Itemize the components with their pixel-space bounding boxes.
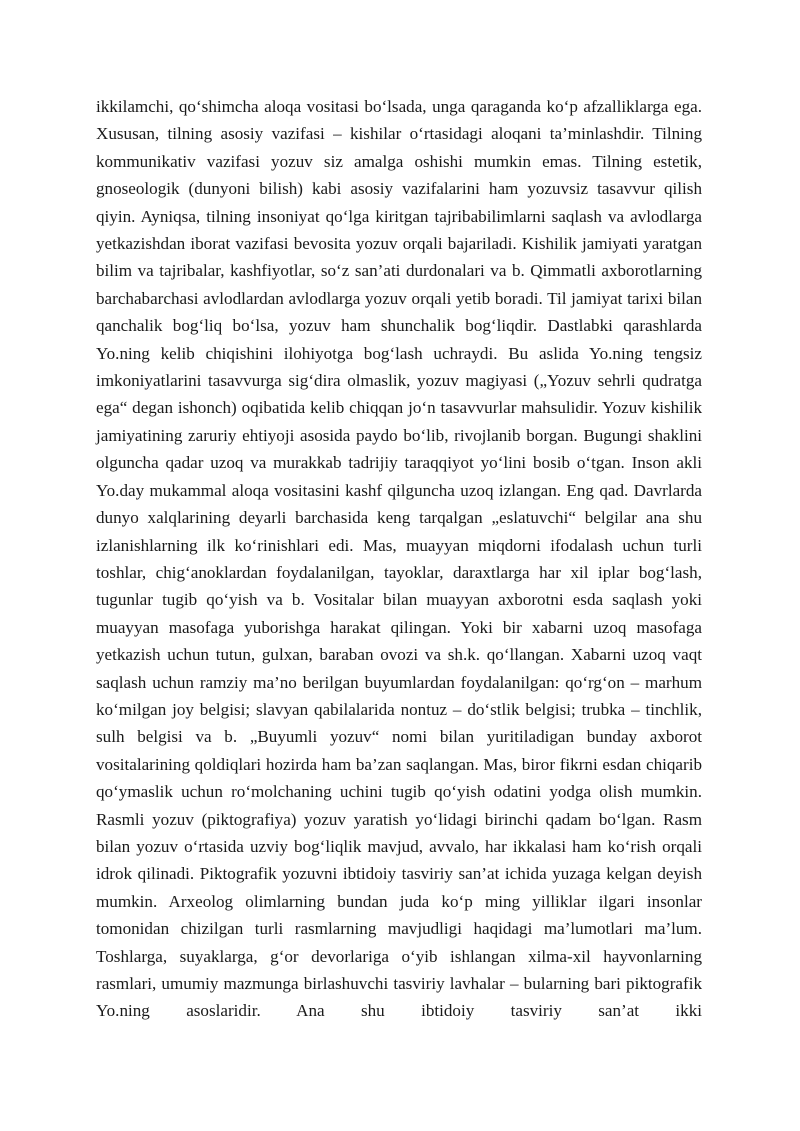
document-page xyxy=(96,93,702,1025)
body-paragraph: ikkilamchi, qo‘shimcha aloqa vositasi bo‘lsada, unga qaraganda ko‘p afzalliklarga ega. Xususan, tilning asosiy vazifasi – kishilar o‘rtasidagi aloqani ta’minlashdir. Tilning kommunikativ vazifasi yozuv siz amalga oshishi mumkin emas. Tilning estetik, gnoseologik (dunyoni bilish) kabi asosiy vazifalarini ham yozuvsiz tasavvur qilish qiyin. Ayniqsa, tilning insoniyat qo‘lga kiritgan tajribabilimlarni saqlash va avlodlarga yetkazishdan iborat vazifasi bevosita yozuv orqali bajariladi. Kishilik jamiyati yaratgan bilim va tajribalar, kashfiyotlar, so‘z san’ati durdonalari va b. Qimmatli axborotlarning barchabarchasi avlodlardan avlodlarga yozuv orqali yetib boradi. Til jamiyat tarixi bilan qanchalik bog‘liq bo‘lsa, yozuv ham shunchalik bog‘liqdir. Dastlabki qarashlarda Yo.ning kelib chiqishini ilohiyotga bog‘lash uchraydi. Bu aslida Yo.ning tengsiz imkoniyatlarini tasavvurga sig‘dira olmaslik, yozuv magiyasi („Yozuv sehrli qudratga ega“ degan ishonch) oqibatida kelib chiqqan jo‘n tasavvurlar mahsulidir. Yozuv kishilik jamiyatining zaruriy ehtiyoji asosida paydo bo‘lib, rivojlanib borgan. Bugungi shaklini olguncha qadar uzoq va murakkab tadrijiy taraqqiyot yo‘lini bosib o‘tgan. Inson akli Yo.day mukammal aloqa vositasini kashf qilguncha uzoq izlangan. Eng qad. Davrlarda dunyo xalqlarining deyarli barchasida keng tarqalgan „eslatuvchi“ belgilar ana shu izlanishlarning ilk ko‘rinishlari edi. Mas, muayyan miqdorni ifodalash uchun turli toshlar, chig‘anoklardan foydalanilgan, tayoklar, daraxtlarga har xil iplar bog‘lash, tugunlar tugib qo‘yish va b. Vositalar bilan muayyan axborotni esda saqlash yoki muayyan masofaga yuborishga harakat qilingan. Yoki bir xabarni uzoq masofaga yetkazish uchun tutun, gulxan, baraban ovozi va sh.k. qo‘llangan. Xabarni uzoq vaqt saqlash uchun ramziy ma’no berilgan buyumlardan foydalanilgan: qo‘rg‘on – marhum ko‘milgan joy belgisi; slavyan qabilalarida nontuz – do‘stlik belgisi; trubka – tinchlik, sulh belgisi va b. „Buyumli yozuv“ nomi bilan yuritiladigan bunday axborot vositalarining qoldiqlari hozirda ham ba’zan saqlangan. Mas, biror fikrni esdan chiqarib qo‘ymaslik uchun ro‘molchaning uchini tugib qo‘yish odatini yodga olish mumkin. Rasmli yozuv (piktografiya) yozuv yaratish yo‘lidagi birinchi qadam bo‘lgan. Rasm bilan yozuv o‘rtasida uzviy bog‘liqlik mavjud, avvalo, har ikkalasi ham ko‘rish orqali idrok qilinadi. Piktografik yozuvni ibtidoiy tasviriy san’at ichida yuzaga kelgan deyish mumkin. Arxeolog olimlarning bundan juda ko‘p ming yilliklar ilgari insonlar tomonidan chizilgan turli rasmlarning mavjudligi haqidagi ma’lumotlari ma’lum. Toshlarga, suyaklarga, g‘or devorlariga o‘yib ishlangan xilma-xil hayvonlarning rasmlari, umumiy mazmunga birlashuvchi tasviriy lavhalar – bularning bari piktografik Yo.ning asoslaridir. Ana shu ibtidoiy tasviriy san’at ikki xyxy=(96,97,702,1021)
